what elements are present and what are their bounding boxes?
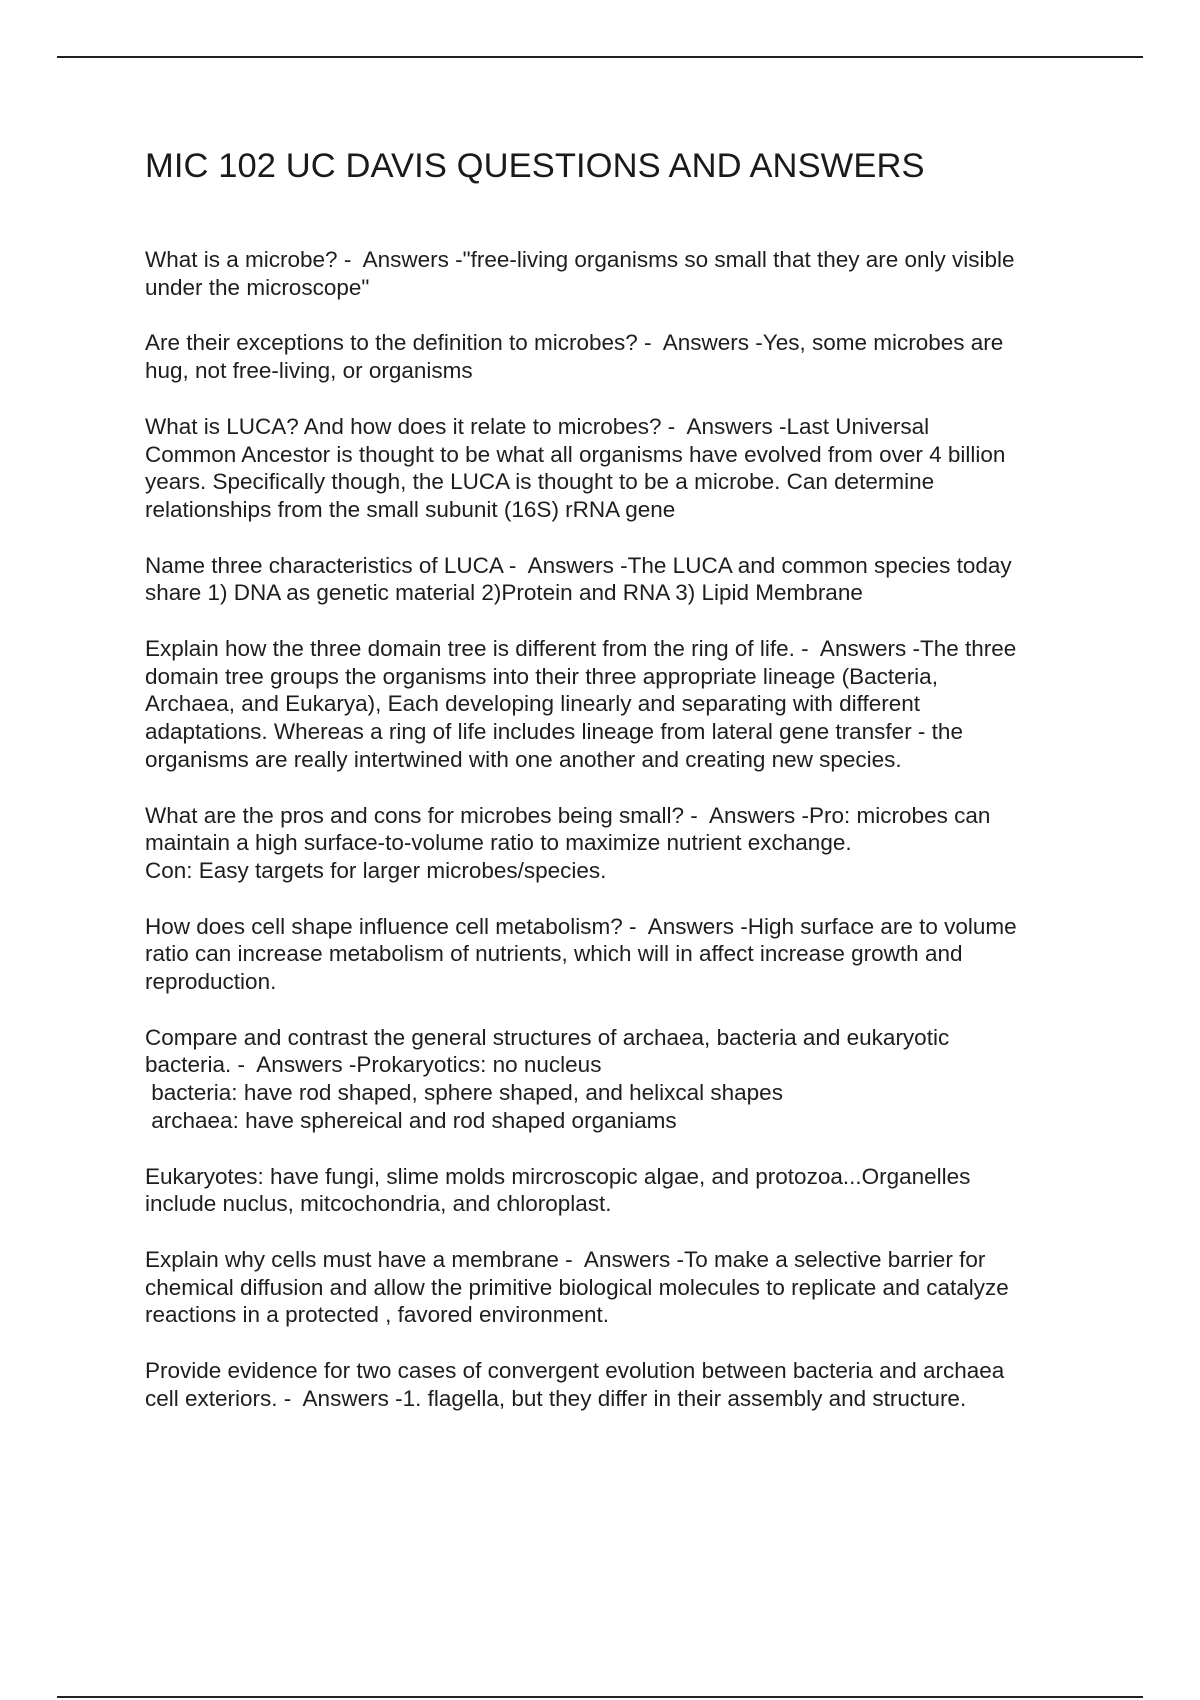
qa-item-cell-shape: How does cell shape influence cell metabolism? - Answers -High surface are to volume ratio can increase metabolism of nutrients, which will in affect increase growth and reproduction. [145, 913, 1017, 995]
qa-item-pros-cons-small: What are the pros and cons for microbes being small? - Answers -Pro: microbes can maintain a high surface-to-volume ratio to maximize nutrient exchange. Con: Easy targets for larger microbes/species. [145, 802, 991, 883]
qa-item-microbe-exceptions: Are their exceptions to the definition to microbes? - Answers -Yes, some microbes are hug, not free-living, or organisms [145, 330, 1004, 384]
qa-item-three-domain-tree: Explain how the three domain tree is different from the ring of life. - Answers -The three domain tree groups the organisms into their three appropriate lineage (Bacteria, Archaea, and Eukarya), Each developing linearly and separating with different adaptations. Whereas a ring of life includes lineage from lateral gene transfer - the organisms are really intertwined with one another and creating new species. [145, 636, 1017, 772]
page-title: MIC 102 UC DAVIS QUESTIONS AND ANSWERS [145, 147, 925, 185]
qa-list [145, 246, 1105, 1413]
qa-item-convergent-evolution: Provide evidence for two cases of convergent evolution between bacteria and archaea cell exteriors. - Answers -1. flagella, but they differ in their assembly and structure. [145, 1358, 1005, 1411]
qa-item-compare-structures: Compare and contrast the general structures of archaea, bacteria and eukaryotic bacteria. - Answers -Prokaryotics: no nucleus bacteria: have rod shaped, sphere shaped, and helixcal shapes archaea: have sphereical and rod shaped organiams [145, 1024, 950, 1133]
qa-item-eukaryotes: Eukaryotes: have fungi, slime molds mircroscopic algae, and protozoa...Organelles include nuclus, mitcochondria, and chloroplast. [145, 1163, 971, 1217]
qa-item-luca-characteristics: Name three characteristics of LUCA - Answers -The LUCA and common species today share 1) DNA as genetic material 2)Protein and RNA 3) Lipid Membrane [145, 552, 1012, 606]
qa-item-luca: What is LUCA? And how does it relate to microbes? - Answers -Last Universal Common Ancestor is thought to be what all organisms have evolved from over 4 billion years. Specifically though, the LUCA is thought to be a microbe. Can determine relationships from the small subunit (16S) rRNA gene [145, 413, 1006, 522]
bottom-rule [57, 1696, 1143, 1698]
document-page [145, 140, 1105, 1441]
top-rule [57, 56, 1143, 58]
qa-item-microbe-definition: What is a microbe? - Answers -"free-living organisms so small that they are only visible under the microscope" [145, 247, 1015, 300]
qa-item-membrane: Explain why cells must have a membrane - Answers -To make a selective barrier for chemical diffusion and allow the primitive biological molecules to replicate and catalyze reactions in a protected , favored environment. [145, 1246, 1009, 1328]
